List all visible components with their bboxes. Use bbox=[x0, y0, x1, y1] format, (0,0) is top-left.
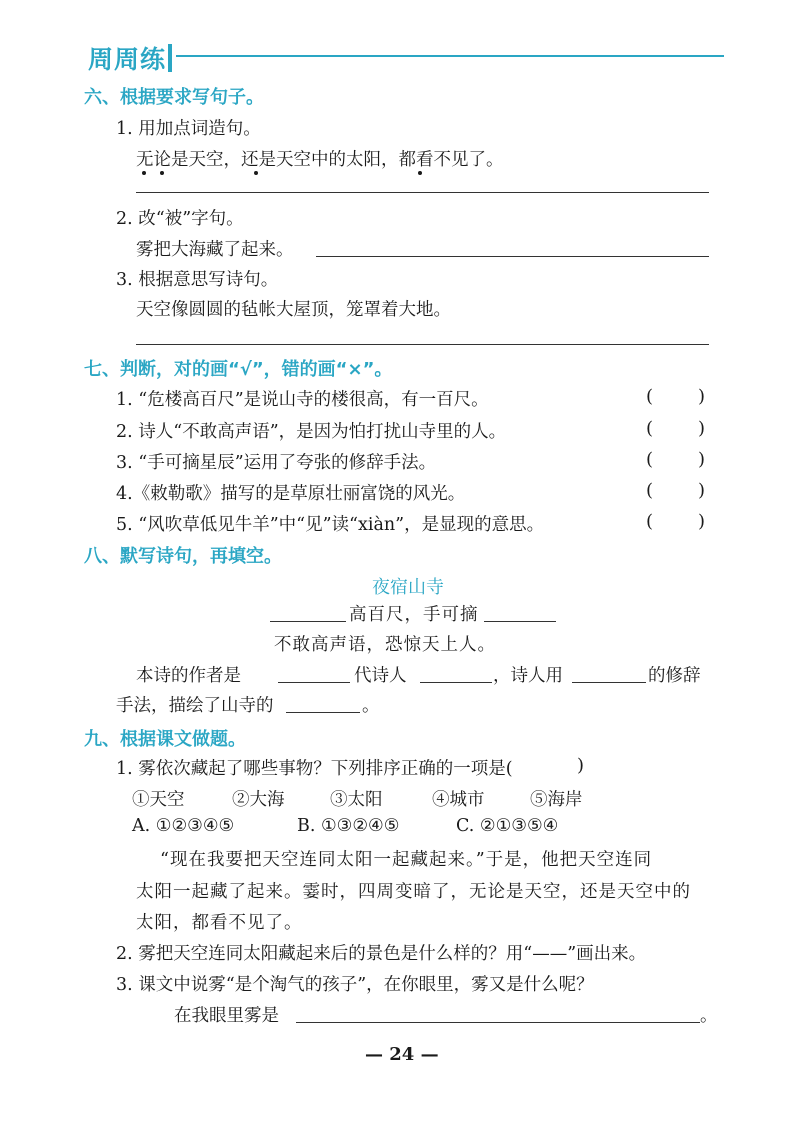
poem-title: 夜宿山寺 bbox=[372, 577, 444, 598]
answer-line-s6-q2[interactable] bbox=[316, 256, 709, 257]
header-rule bbox=[176, 55, 724, 57]
s7-item-4: 4.《敕勒歌》描写的是草原壮丽富饶的风光。 bbox=[116, 484, 466, 504]
fill-text-6: 。 bbox=[362, 696, 380, 716]
s9-q3-suffix: 。 bbox=[700, 1006, 718, 1026]
s9-q2: 2. 雾把天空连同太阳藏起来后的景色是什么样的？用“——”画出来。 bbox=[116, 944, 647, 964]
s6-q3-sentence: 天空像圆圆的毡帐大屋顶，笼罩着大地。 bbox=[136, 300, 451, 320]
fill-text-4: 的修辞 bbox=[648, 666, 701, 686]
answer-line-s9-q3[interactable] bbox=[296, 1022, 700, 1023]
answer-paren-open[interactable]: ( bbox=[646, 480, 654, 501]
passage-line: 太阳一起藏了起来。霎时，四周变暗了，无论是天空，还是天空中的 bbox=[136, 882, 691, 902]
page-number: — 24 — bbox=[365, 1044, 439, 1065]
brand-divider bbox=[168, 44, 172, 72]
s6-q2-sentence: 雾把大海藏了起来。 bbox=[136, 240, 294, 260]
section-6-title: 六、根据要求写句子。 bbox=[84, 87, 264, 108]
s6-q2-label: 2. 改“被”字句。 bbox=[116, 209, 244, 229]
s7-item-3: 3. “手可摘星辰”运用了夸张的修辞手法。 bbox=[116, 453, 437, 473]
s7-item-2: 2. 诗人“不敢高声语”，是因为怕打扰山寺里的人。 bbox=[116, 422, 507, 442]
s9-q3-label: 3. 课文中说雾“是个淘气的孩子”，在你眼里，雾又是什么呢？ bbox=[116, 975, 594, 995]
blank-poem-line1-start[interactable] bbox=[270, 621, 346, 622]
poem-line-1: 高百尺，手可摘 bbox=[349, 605, 479, 625]
answer-paren-open[interactable]: ( bbox=[646, 418, 654, 439]
poem-line-2: 不敢高声语，恐惊天上人。 bbox=[274, 635, 496, 655]
emphasis-dot bbox=[160, 171, 164, 175]
s9-q1-item: ①天空 bbox=[132, 790, 185, 810]
s9-q1-item: ⑤海岸 bbox=[530, 790, 583, 810]
passage-line: “现在我要把天空连同太阳一起藏起来。”于是，他把天空连同 bbox=[160, 850, 653, 870]
answer-paren-close: ) bbox=[698, 449, 706, 470]
answer-paren-close: ) bbox=[698, 386, 706, 407]
answer-line-s6-q3[interactable] bbox=[136, 344, 709, 345]
section-8-title: 八、默写诗句，再填空。 bbox=[84, 546, 282, 567]
s7-item-1: 1. “危楼高百尺”是说山寺的楼很高，有一百尺。 bbox=[116, 390, 489, 410]
s9-q1-option-b[interactable]: B. ①③②④⑤ bbox=[297, 816, 400, 836]
answer-paren-close[interactable]: ) bbox=[577, 755, 585, 776]
answer-paren-open[interactable]: ( bbox=[646, 511, 654, 532]
fill-text-3: ，诗人用 bbox=[493, 666, 563, 686]
s9-q1-option-c[interactable]: C. ②①③⑤④ bbox=[456, 816, 559, 836]
answer-paren-close: ) bbox=[698, 480, 706, 501]
s9-q1-label: 1. 雾依次藏起了哪些事物？下列排序正确的一项是( bbox=[116, 759, 513, 779]
brand-title: 周周练 bbox=[88, 45, 167, 74]
s6-q1-label: 1. 用加点词造句。 bbox=[116, 119, 261, 139]
s6-q3-label: 3. 根据意思写诗句。 bbox=[116, 270, 279, 290]
s6-q1-sentence: 无论是天空，还是天空中的太阳，都看不见了。 bbox=[136, 150, 504, 170]
fill-text-5: 手法，描绘了山寺的 bbox=[116, 696, 274, 716]
emphasis-dot bbox=[142, 171, 146, 175]
answer-line-s6-q1[interactable] bbox=[136, 192, 709, 193]
answer-paren-open[interactable]: ( bbox=[646, 386, 654, 407]
section-9-title: 九、根据课文做题。 bbox=[84, 729, 246, 750]
fill-text-2: 代诗人 bbox=[354, 666, 407, 686]
answer-paren-close: ) bbox=[698, 418, 706, 439]
passage-line: 太阳，都看不见了。 bbox=[136, 913, 303, 933]
emphasis-dot bbox=[254, 171, 258, 175]
emphasis-dot bbox=[418, 171, 422, 175]
s9-q1-item: ④城市 bbox=[432, 790, 485, 810]
s9-q1-item: ③太阳 bbox=[330, 790, 383, 810]
blank-poet[interactable] bbox=[420, 682, 492, 683]
answer-paren-open[interactable]: ( bbox=[646, 449, 654, 470]
s9-q3-prefix: 在我眼里雾是 bbox=[174, 1006, 279, 1026]
blank-dynasty[interactable] bbox=[278, 682, 350, 683]
fill-text-1: 本诗的作者是 bbox=[136, 666, 241, 686]
blank-feature[interactable] bbox=[286, 712, 360, 713]
answer-paren-close: ) bbox=[698, 511, 706, 532]
blank-poem-line1-end[interactable] bbox=[484, 621, 556, 622]
s7-item-5: 5. “风吹草低见牛羊”中“见”读“xiàn”，是显现的意思。 bbox=[116, 515, 545, 535]
s9-q1-option-a[interactable]: A. ①②③④⑤ bbox=[132, 816, 235, 836]
s9-q1-item: ②大海 bbox=[232, 790, 285, 810]
blank-rhetoric[interactable] bbox=[572, 682, 646, 683]
section-7-title: 七、判断，对的画“√”，错的画“×”。 bbox=[84, 359, 393, 380]
